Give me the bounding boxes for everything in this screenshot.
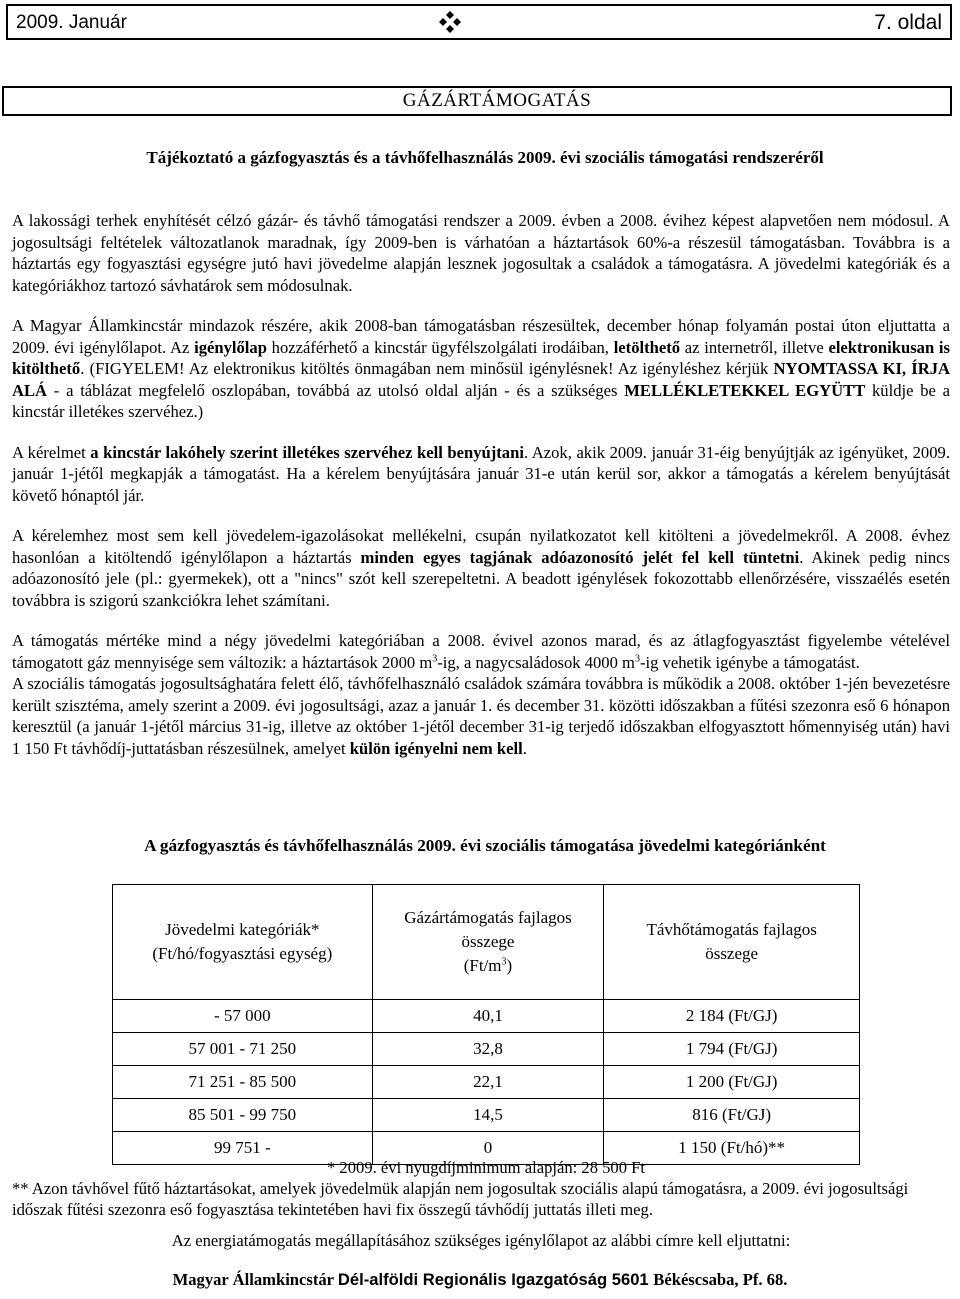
- gas-value-cell: 40,1: [372, 1000, 604, 1033]
- income-range-cell: 71 251 - 85 500: [113, 1066, 373, 1099]
- support-table: [112, 884, 860, 1165]
- paragraph-4: A kérelemhez most sem kell jövedelem-igazolásokat mellékelni, csupán nyilatkozatot kell kitölteni a jövedelmekről. A 2008. évhez hasonlóan a kitöltendő igénylőlapon a háztartás minden egyes tagjának adóazonosító jelét fel kell tüntetni. Akinek pedig nincs adóazonosító jele (pl.: gyermekek), ott a "nincs" szót kell szerepeltetni. A beadott igénylések fokozottabb ellenőrzésére, visszaélés esetén továbbra is szigorú szankciókra lehet számítani.: [12, 526, 950, 610]
- paragraph-6: A szociális támogatás jogosultsághatára felett élő, távhőfelhasználó családok számára továbbra is működik a 2008. október 1-jén bevezetésre került szisztéma, amely szerint a 2009. évi jogosultsági, azaz a január 1. és december 31. közötti időszakban a fűtési szezonra eső 6 hónapon keresztül (a január 1-jétől március 31-ig, illetve az október 1-jétől december 31-ig terjedő időszakban elfogyasztott hőmennyiség után) havi 1 150 Ft távhődíj-juttatásban részesülnek, amelyet külön igényelni nem kell.: [12, 674, 950, 758]
- article-subtitle: Tájékoztató a gázfogyasztás és a távhőfelhasználás 2009. évi szociális támogatási rendszeréről: [146, 148, 824, 167]
- income-range-cell: 57 001 - 71 250: [113, 1033, 373, 1066]
- table-row: [113, 1033, 860, 1066]
- income-range-cell: 85 501 - 99 750: [113, 1099, 373, 1132]
- table-row: [113, 1000, 860, 1033]
- heating-value-cell: 1 794 (Ft/GJ): [604, 1033, 860, 1066]
- heating-value-cell: 2 184 (Ft/GJ): [604, 1000, 860, 1033]
- footnote-pension-minimum: * 2009. évi nyugdíjminimum alapján: 28 500 Ft: [326, 1158, 646, 1177]
- header-district-heating-support: Távhőtámogatás fajlagos összege: [604, 885, 860, 1000]
- paragraph-1: A lakossági terhek enyhítését célzó gázár- és távhő támogatási rendszer a 2009. évben a 2008. évihez képest alapvetően nem módosul. A jogosultsági feltételek változatlanok maradnak, így 2009-ben is várhatóan a háztartások 60%-a részesül támogatásban. Továbbra is a háztartás egy fogyasztási egységre jutó havi jövedelme alapján lesznek jogosultak a családok a támogatásra. A jövedelmi kategóriák és a kategóriákhoz tartozó sávhatárok sem módosulnak.: [12, 211, 950, 295]
- paragraph-5: A támogatás mértéke mind a négy jövedelmi kategóriában a 2008. évivel azonos marad, és az átlagfogyasztást figyelembe vételével támogatott gáz mennyisége sem változik: a háztartások 2000 $m^3-ig$, a nagycsaládosok 4000 $m^3-ig$ vehetik igénybe a támogatást.: [12, 631, 950, 672]
- footnotes: [12, 1157, 950, 1251]
- article-body: [12, 210, 950, 778]
- heating-value-cell: 816 (Ft/GJ): [604, 1099, 860, 1132]
- article-title: GÁZÁRTÁMOGATÁS: [402, 90, 592, 111]
- page-number: 7. oldal: [874, 11, 942, 34]
- paragraph-3: A kérelmet a kincstár lakóhely szerint illetékes szervéhez kell benyújtani. Azok, akik 2009. január 31-éig benyújtják az igényüket, 2009. január 1-jétől megkapják a támogatást. Ha a kérelem benyújtására január 31-e után kerül sor, akkor a támogatás a kérelem benyújtását követő hónaptól jár.: [12, 442, 950, 505]
- income-range-cell: - 57 000: [113, 1000, 373, 1033]
- table-title: A gázfogyasztás és távhőfelhasználás 2009. évi szociális támogatása jövedelmi kategóriánként: [144, 836, 826, 855]
- table-row: [113, 1099, 860, 1132]
- heating-value-cell: 1 200 (Ft/GJ): [604, 1066, 860, 1099]
- header-income-category: Jövedelmi kategóriák* (Ft/hó/fogyasztási egység): [113, 885, 373, 1000]
- mailing-address: Magyar Államkincstár Dél-alföldi Regionális Igazgatóság 5601 Békéscsaba, Pf. 68.: [172, 1270, 788, 1289]
- gas-value-cell: 32,8: [372, 1033, 604, 1066]
- page-header: [6, 4, 952, 40]
- heating-value-cell: 1 150 (Ft/hó)**: [604, 1132, 860, 1165]
- footnote-district-heating: ** Azon távhővel fűtő háztartásokat, amelyek jövedelmük alapján nem jogosultak szociális alapú támogatásra, a 2009. évi jogosultsági időszak fűtési szezonra eső fogyasztása tekintetében havi fix összegű távhődíj juttatás illeti meg.: [12, 1179, 909, 1219]
- footnote-mailing-note: Az energiatámogatás megállapításához szükséges igénylőlapot az alábbi címre kell eljuttatni:: [171, 1231, 791, 1250]
- gas-value-cell: 0: [372, 1132, 604, 1165]
- header-gas-support: Gázártámogatás fajlagos összege $(Ft/m^3)$: [372, 885, 604, 1000]
- gas-value-cell: 22,1: [372, 1066, 604, 1099]
- ornament-icon: [436, 9, 464, 37]
- article-title-box: [2, 86, 952, 116]
- income-range-cell: 99 751 -: [113, 1132, 373, 1165]
- table-row: [113, 1066, 860, 1099]
- paragraph-2: A Magyar Államkincstár mindazok részére, akik 2008-ban támogatásban részesültek, december hónap folyamán postai úton eljuttatta a 2009. évi igénylőlapot. Az igénylőlap hozzáférhető a kincstár ügyfélszolgálati irodáiban, letölthető az internetről, illetve elektronikusan is kitölthető. (FIGYELEM! Az elektronikus kitöltés önmagában nem minősül igénylésnek! Az igényléshez kérjük NYOMTASSA KI, ÍRJA ALÁ - a táblázat megfelelő oszlopában, továbbá az utolsó oldal alján - és a szükséges MELLÉKLETEKKEL EGYÜTT küldje be a kincstár illetékes szervéhez.): [12, 316, 951, 421]
- table-header-row: [113, 885, 860, 1000]
- gas-value-cell: 14,5: [372, 1099, 604, 1132]
- issue-date: 2009. Január: [16, 12, 127, 33]
